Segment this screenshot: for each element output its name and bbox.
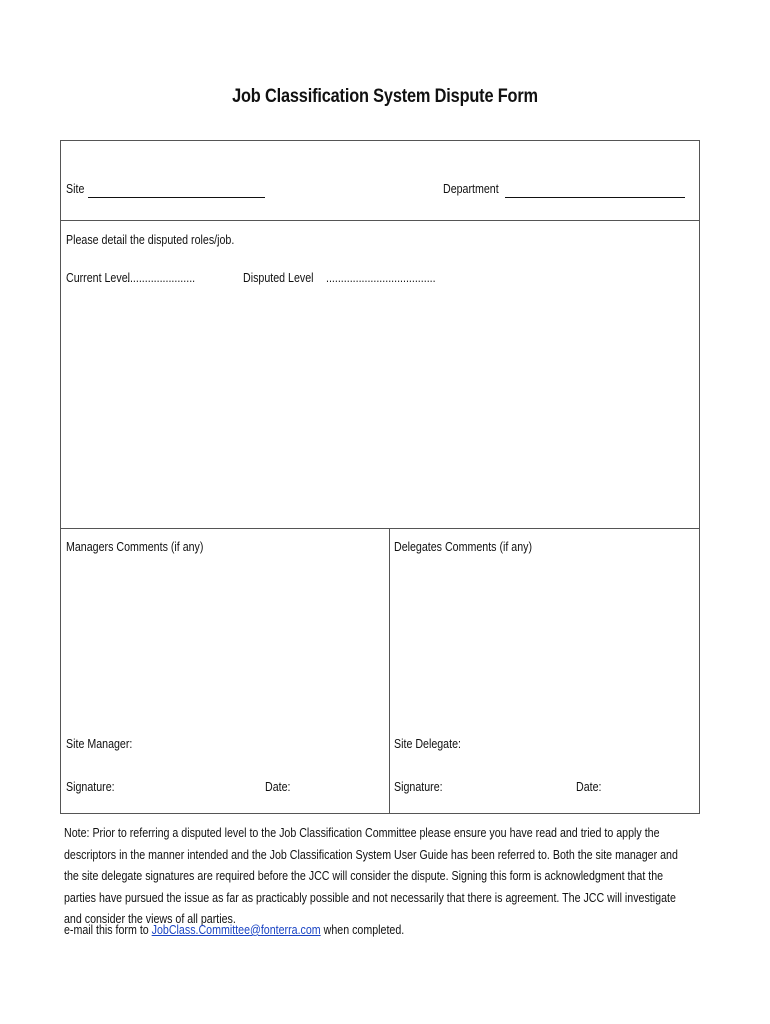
department-label: Department <box>443 181 499 196</box>
site-department-row <box>61 141 699 221</box>
delegate-date-label: Date: <box>576 779 602 794</box>
department-field[interactable] <box>505 197 685 198</box>
current-level-field[interactable]: ....................... <box>127 270 196 285</box>
form-title: Job Classification System Dispute Form <box>232 86 538 107</box>
managers-comments-label: Managers Comments (if any) <box>66 539 204 554</box>
current-level-label: Current Level <box>66 270 130 285</box>
site-manager-label: Site Manager: <box>66 736 133 751</box>
dispute-form <box>60 140 700 814</box>
disputed-roles-section <box>61 220 699 529</box>
site-label: Site <box>66 181 85 196</box>
email-suffix: when completed. <box>320 922 405 937</box>
disputed-roles-instruction: Please detail the disputed roles/job. <box>66 232 235 247</box>
comments-divider <box>389 528 390 814</box>
site-delegate-label: Site Delegate: <box>394 736 461 751</box>
disputed-level-field[interactable]: ..................................... <box>326 270 436 285</box>
disputed-level-label: Disputed Level <box>243 270 314 285</box>
site-field[interactable] <box>88 197 265 198</box>
email-instruction <box>64 922 404 937</box>
email-prefix: e-mail this form to <box>64 922 152 937</box>
note-paragraph: Note: Prior to referring a disputed level to the Job Classification Committee please ensure you have read and tried to apply the descriptors in the manner intended and the Job Classification System User Guide has been referred to. Both the site manager and the site delegate signatures are required before the JCC will consider the dispute. Signing this form is acknowledgment that the parties have pursued the issue as far as practicably possible and not necessarily that there is agreement. The JCC will investigate and consider the views of all parties. <box>64 825 678 926</box>
delegate-signature-label: Signature: <box>394 779 443 794</box>
email-link[interactable]: JobClass.Committee@fonterra.com <box>151 922 321 937</box>
comments-section <box>61 528 699 814</box>
manager-date-label: Date: <box>265 779 291 794</box>
delegates-comments-label: Delegates Comments (if any) <box>394 539 533 554</box>
manager-signature-label: Signature: <box>66 779 115 794</box>
